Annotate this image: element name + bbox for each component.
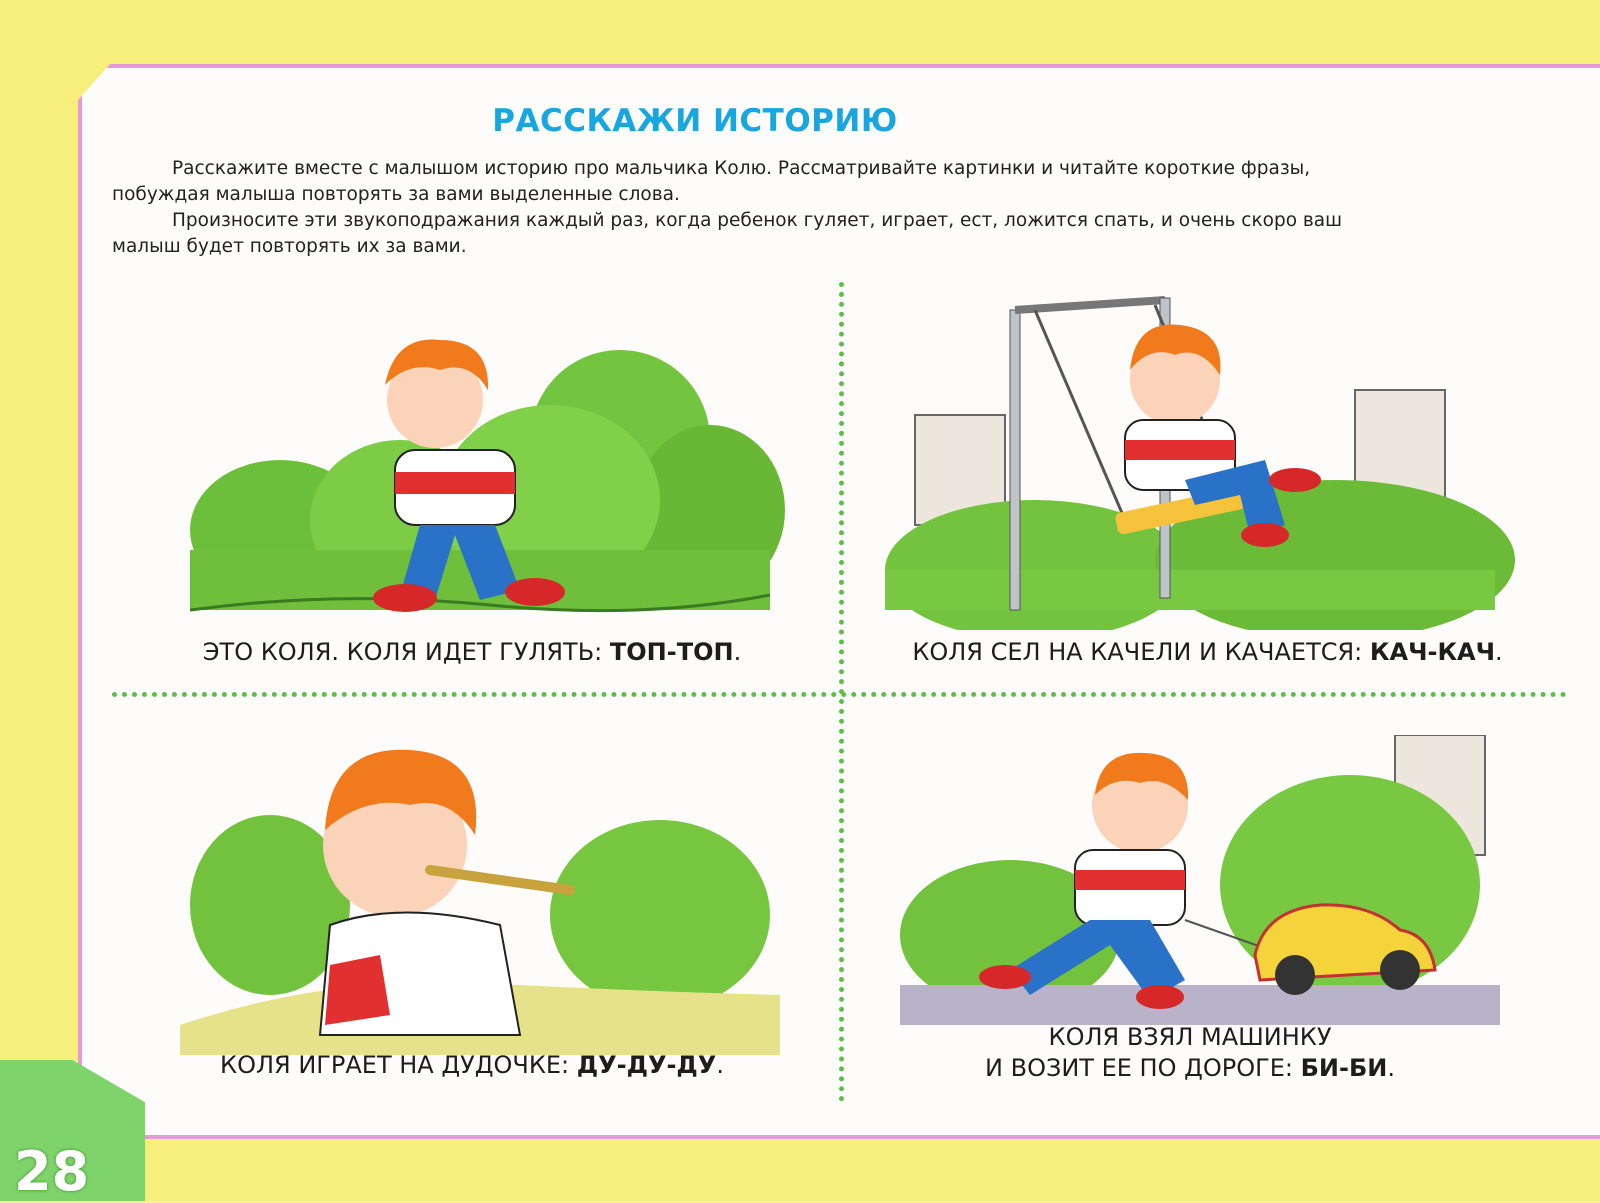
caption-panel-1 — [112, 637, 832, 668]
caption-panel-3 — [112, 1050, 832, 1081]
caption-end: . — [716, 1051, 724, 1079]
caption-panel-2 — [845, 637, 1570, 668]
caption-end: . — [733, 638, 742, 666]
caption-panel-4 — [870, 1022, 1510, 1084]
intro-text — [112, 156, 1352, 260]
horizontal-divider — [112, 692, 1567, 697]
caption-end: . — [1495, 638, 1503, 666]
caption-line-1: КОЛЯ ВЗЯЛ МАШИНКУ — [1048, 1023, 1332, 1051]
caption-highlight: ТОП-ТОП — [609, 638, 734, 666]
intro-paragraph-2: Произносите эти звукоподражания каждый раз, когда ребенок гуляет, играет, ест, ложится спать, и очень скоро ваш малыш будет повторять их за вами. — [112, 210, 1343, 257]
intro-paragraph-1: Расскажите вместе с малышом историю про мальчика Колю. Рассматривайте картинки и читайте короткие фразы, побуждая малыша повторять за вами выделенные слова. — [112, 158, 1311, 205]
caption-text: И ВОЗИТ ЕЕ ПО ДОРОГЕ: — [985, 1054, 1301, 1082]
page-title: РАССКАЖИ ИСТОРИЮ — [492, 103, 898, 139]
caption-highlight: КАЧ-КАЧ — [1369, 638, 1496, 666]
illustration-flute — [180, 725, 780, 1055]
illustration-swing — [885, 290, 1525, 630]
page-number: 28 — [14, 1140, 90, 1203]
caption-highlight: БИ-БИ — [1300, 1054, 1388, 1082]
caption-end: . — [1387, 1054, 1395, 1082]
illustration-toy-car — [900, 735, 1500, 1035]
caption-text: КОЛЯ ИГРАЕТ НА ДУДОЧКЕ: — [220, 1051, 577, 1079]
caption-text: ЭТО КОЛЯ. КОЛЯ ИДЕТ ГУЛЯТЬ: — [202, 638, 610, 666]
caption-highlight: ДУ-ДУ-ДУ — [576, 1051, 717, 1079]
caption-line-2 — [870, 1053, 1510, 1084]
illustration-walking — [190, 300, 790, 630]
caption-text: КОЛЯ СЕЛ НА КАЧЕЛИ И КАЧАЕТСЯ: — [912, 638, 1370, 666]
